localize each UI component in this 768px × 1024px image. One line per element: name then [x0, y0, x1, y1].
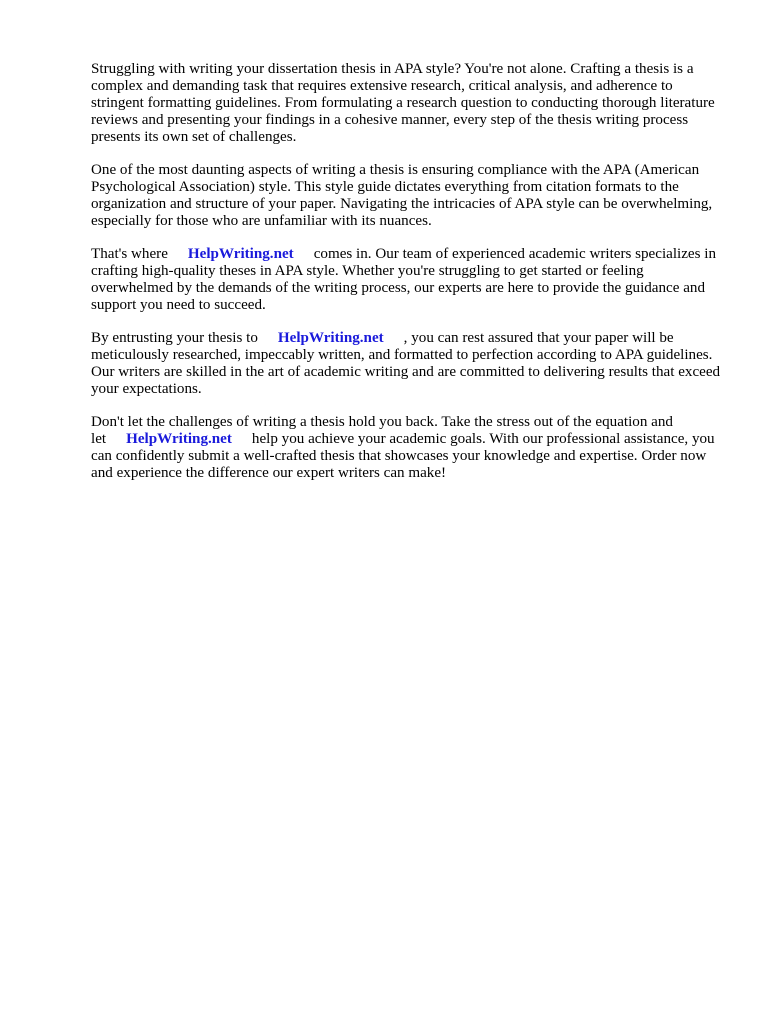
helpwriting-link[interactable]: HelpWriting.net [277, 330, 384, 346]
paragraph-text: By entrusting your thesis to [91, 330, 258, 346]
helpwriting-link[interactable]: HelpWriting.net [187, 246, 294, 262]
paragraph-intro: Struggling with writing your dissertation thesis in APA style? You're not alone. Crafting a thesis is a complex and demanding task that requires extensive research, critical analysis, and adherence to stringent formatting guidelines. From formulating a research question to conducting thorough literature reviews and presenting your findings in a cohesive manner, every step of the thesis writing process presents its own set of challenges. [91, 61, 715, 145]
paragraph-text: help you achieve your academic goals. With our professional assistance, you can confidently submit a well-crafted thesis that showcases your knowledge and expertise. Order now and experience the difference our expert writers can make! [91, 431, 715, 481]
paragraph-text: Don't let the challenges of writing a thesis hold you back. Take the stress out of the equation and let [91, 414, 673, 447]
paragraph-closing [91, 414, 723, 482]
paragraph-text: That's where [91, 246, 168, 262]
paragraph-text: comes in. Our team of experienced academic writers specializes in crafting high-quality theses in APA style. Whether you're struggling to get started or feeling overwhelmed by the demands of the writing process, our experts are here to provide the guidance and support you need to succeed. [91, 246, 717, 313]
document-page [91, 61, 723, 498]
paragraph-entrusting [91, 330, 723, 398]
paragraph-thats-where [91, 246, 723, 314]
helpwriting-link[interactable]: HelpWriting.net [126, 431, 232, 447]
paragraph-apa-compliance: One of the most daunting aspects of writing a thesis is ensuring compliance with the APA (American Psychological Association) style. This style guide dictates everything from citation formats to the organization and structure of your paper. Navigating the intricacies of APA style can be overwhelming, especially for those who are unfamiliar with its nuances. [91, 162, 713, 229]
paragraph-text: , you can rest assured that your paper will be meticulously researched, impeccably written, and formatted to perfection according to APA guidelines. Our writers are skilled in the art of academic writing and are committed to delivering results that exceed your expectations. [91, 330, 721, 397]
